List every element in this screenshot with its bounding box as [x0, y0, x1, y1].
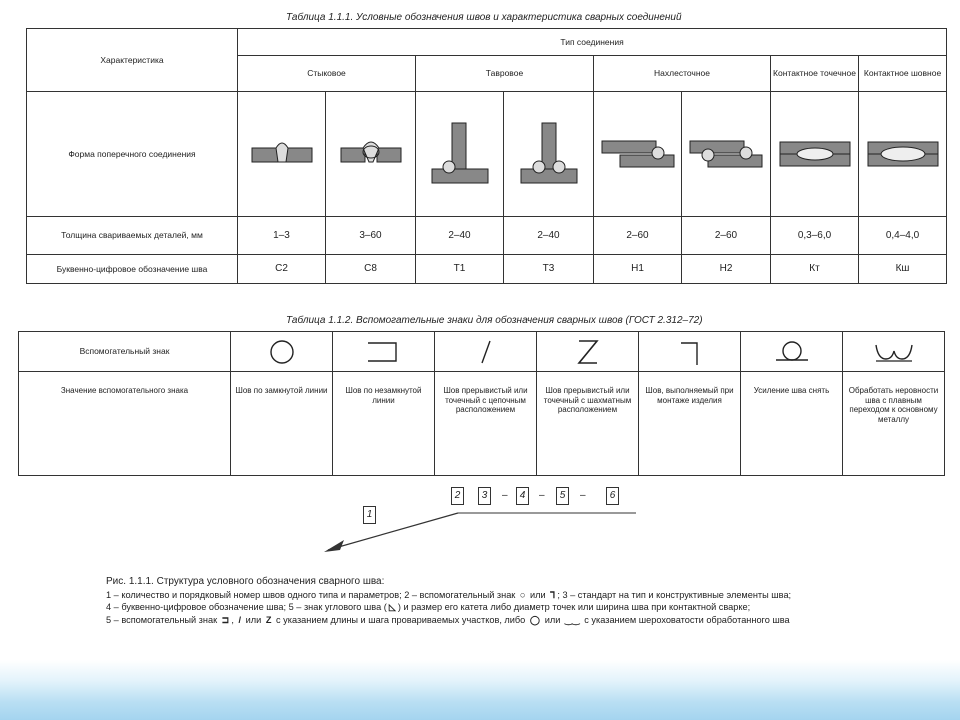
position-box-3: 3: [478, 487, 491, 505]
thickness-value: 2–60: [594, 217, 682, 255]
legend-text: с указанием длины и шага провариваемых участков, либо: [276, 614, 526, 625]
table2-caption: Таблица 1.1.2. Вспомогательные знаки для обозначения сварных швов (ГОСТ 2.312–72): [286, 315, 703, 326]
shape-h1: [594, 92, 682, 217]
separator-dash: –: [502, 490, 508, 501]
wavy-icon: ‿‿: [564, 614, 580, 625]
code-value: С8: [326, 255, 416, 284]
legend-text: 4 – буквенно-цифровое обозначение шва; 5 – знак углового шва (: [106, 602, 387, 613]
circle-icon: ○: [519, 589, 526, 600]
circle-on-line-icon: [741, 332, 843, 372]
shape-c2: [238, 92, 326, 217]
open-bracket-icon: [333, 332, 435, 372]
figure-legend: [106, 576, 906, 626]
wavy-icon: [843, 332, 945, 372]
position-box-6: 6: [606, 487, 619, 505]
code-value: Кш: [859, 255, 947, 284]
type-butt: Стыковое: [238, 56, 416, 92]
decorative-gradient: [0, 660, 960, 720]
meaning-cell: Шов по замкнутой линии: [231, 372, 333, 476]
corner-flag-icon: ⅂: [550, 589, 556, 600]
position-box-1: 1: [363, 506, 376, 524]
row-sign-label: Вспомогательный знак: [19, 332, 231, 372]
code-value: Т1: [416, 255, 504, 284]
header-type: Тип соединения: [238, 29, 947, 56]
type-seam: Контактное шовное: [859, 56, 947, 92]
figure-title: Рис. 1.1.1. Структура условного обозначения сварного шва:: [106, 576, 385, 587]
legend-text: или: [530, 589, 546, 600]
table1-caption: Таблица 1.1.1. Условные обозначения швов и характеристика сварных соединений: [286, 12, 682, 23]
shape-c8: [326, 92, 416, 217]
code-value: Т3: [504, 255, 594, 284]
position-box-2: 2: [451, 487, 464, 505]
thickness-value: 3–60: [326, 217, 416, 255]
meaning-cell: Обработать неровности шва с плавным переходом к основному металлу: [843, 372, 945, 476]
corner-flag-icon: [639, 332, 741, 372]
thickness-value: 0,4–4,0: [859, 217, 947, 255]
meaning-cell: Усиление шва снять: [741, 372, 843, 476]
z-icon: [537, 332, 639, 372]
z-icon: Z: [265, 614, 272, 625]
open-bracket-icon: ⊐: [221, 614, 230, 625]
thickness-value: 2–40: [504, 217, 594, 255]
legend-text: или: [544, 614, 561, 625]
type-lap: Нахлесточное: [594, 56, 771, 92]
thickness-value: 0,3–6,0: [771, 217, 859, 255]
meaning-cell: Шов прерывистый или точечный с цепочным расположением: [435, 372, 537, 476]
legend-text: ; 3 – стандарт на тип и конструктивные элементы шва;: [557, 589, 792, 600]
code-value: Кт: [771, 255, 859, 284]
code-value: С2: [238, 255, 326, 284]
row-code-label: Буквенно-цифровое обозначение шва: [27, 255, 238, 284]
shape-ksh: [859, 92, 947, 217]
separator-dash: –: [580, 490, 586, 501]
legend-line-1: [106, 589, 906, 602]
row-meaning-label: Значение вспомогательного знака: [19, 372, 231, 476]
shape-t1: [416, 92, 504, 217]
thickness-value: 2–40: [416, 217, 504, 255]
circle-icon: [231, 332, 333, 372]
code-value: Н1: [594, 255, 682, 284]
circle-on-line-icon: ◯: [529, 614, 541, 625]
legend-line-2: [106, 601, 906, 614]
row-shape-label: Форма поперечного соединения: [27, 92, 238, 217]
shape-kt: [771, 92, 859, 217]
position-box-5: 5: [556, 487, 569, 505]
type-tee: Тавровое: [416, 56, 594, 92]
code-value: Н2: [682, 255, 771, 284]
row-thickness-label: Толщина свариваемых деталей, мм: [27, 217, 238, 255]
thickness-value: 2–60: [682, 217, 771, 255]
legend-text: ) и размер его катета либо диаметр точек или ширина шва при контактной сварке;: [397, 602, 751, 613]
meaning-cell: Шов прерывистый или точечный с шахматным расположением: [537, 372, 639, 476]
shape-t3: [504, 92, 594, 217]
separator-dash: –: [539, 490, 545, 501]
legend-line-3: 5 – вспомогательный знак ⊐ , / или Z с указанием длины и шага провариваемых участков, либо ◯ или ‿‿ с указанием шероховатости обработанного шва: [106, 614, 790, 625]
position-box-4: 4: [516, 487, 529, 505]
fillet-weld-icon: ◺: [388, 602, 396, 613]
slash-icon: /: [238, 614, 242, 625]
shape-h2: [682, 92, 771, 217]
legend-text: 1 – количество и порядковый номер швов одного типа и параметров; 2 – вспомогательный знак: [106, 589, 516, 600]
type-spot: Контактное точечное: [771, 56, 859, 92]
meaning-cell: Шов, выполняемый при монтаже изделия: [639, 372, 741, 476]
slash-icon: [435, 332, 537, 372]
thickness-value: 1–3: [238, 217, 326, 255]
table1: [26, 28, 947, 284]
table2: [18, 331, 945, 476]
meaning-cell: Шов по незамкнутой линии: [333, 372, 435, 476]
legend-text: или: [245, 614, 262, 625]
legend-text: с указанием шероховатости обработанного шва: [584, 614, 790, 625]
arrow-head-icon: [324, 540, 344, 552]
legend-text: 5 – вспомогательный знак: [106, 614, 218, 625]
header-characteristic: Характеристика: [27, 29, 238, 92]
